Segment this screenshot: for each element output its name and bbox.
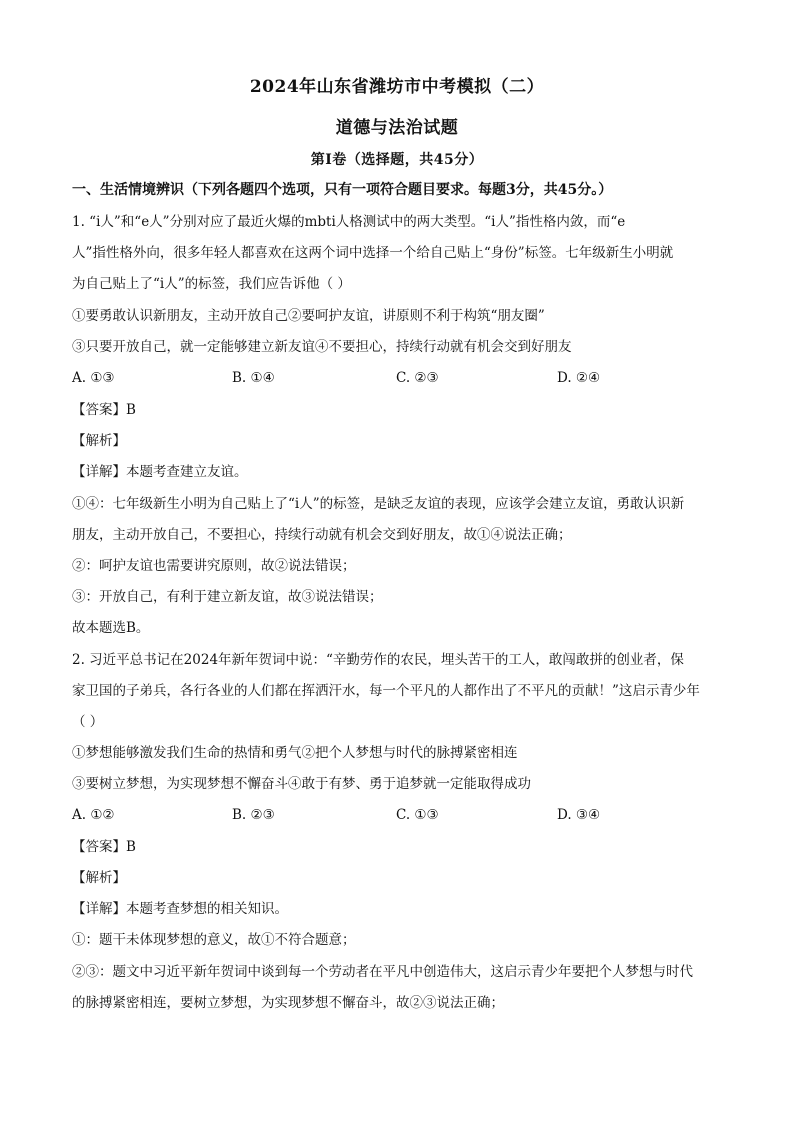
q2-analysis-label: 【解析】 — [72, 870, 126, 886]
q1-stem-line-2: 人”指性格外向，很多年轻人都喜欢在这两个词中选择一个给自己贴上“身份”标签。七年级新生小明就 — [72, 245, 674, 261]
q2-stem-line-1: 2. 习近平总书记在2024年新年贺词中说：“辛勤劳作的农民，埋头苦干的工人，敢闯敢拼的创业者，保 — [72, 652, 684, 668]
q2-option-b: B. ②③ — [232, 807, 275, 823]
q1-explanation-line-2: 朋友，主动开放自己，不要担心，持续行动就有机会交到好朋友，故①④说法正确； — [72, 527, 572, 543]
q1-option-d: D. ②④ — [557, 370, 601, 386]
q2-stem-line-2: 家卫国的子弟兵，各行各业的人们都在挥洒汗水，每一个平凡的人都作出了不平凡的贡献！”这启示青少年 — [72, 683, 700, 699]
exam-title: 2024年山东省潍坊市中考模拟（二） — [249, 77, 545, 97]
q1-option-b: B. ①④ — [232, 370, 275, 386]
q2-option-c: C. ①③ — [396, 807, 439, 823]
q2-explanation-line-2: 的脉搏紧密相连，要树立梦想，为实现梦想不懈奋斗，故②③说法正确； — [72, 995, 504, 1011]
q1-explanation-item-3: ③：开放自己，有利于建立新友谊，故③说法错误； — [72, 589, 383, 605]
q2-explanation-line-1: ②③：题文中习近平新年贺词中谈到每一个劳动者在平凡中创造伟大，这启示青少年要把个人梦想与时代 — [72, 964, 693, 980]
q2-option-a: A. ①② — [72, 807, 115, 823]
q2-items-3-4: ③要树立梦想，为实现梦想不懈奋斗④敢于有梦、勇于追梦就一定能取得成功 — [72, 776, 531, 792]
q1-option-a: A. ①③ — [72, 370, 115, 386]
q1-detail: 【详解】本题考查建立友谊。 — [72, 464, 248, 480]
q2-items-1-2: ①梦想能够激发我们生命的热情和勇气②把个人梦想与时代的脉搏紧密相连 — [72, 745, 518, 761]
q1-conclusion: 故本题选B。 — [72, 620, 150, 636]
q2-stem-line-3: （ ） — [72, 714, 104, 730]
q1-explanation-item-2: ②：呵护友谊也需要讲究原则，故②说法错误； — [72, 558, 356, 574]
q2-option-d: D. ③④ — [557, 807, 601, 823]
q2-answer: 【答案】B — [72, 839, 136, 855]
q1-option-c: C. ②③ — [396, 370, 439, 386]
q1-answer: 【答案】B — [72, 402, 136, 418]
section-heading: 一、生活情境辨识（下列各题四个选项，只有一项符合题目要求。每题3分，共45分。） — [72, 182, 613, 198]
subject-title: 道德与法治试题 — [335, 118, 459, 138]
q1-items-3-4: ③只要开放自己，就一定能够建立新友谊④不要担心，持续行动就有机会交到好朋友 — [72, 339, 572, 355]
q1-explanation-line-1: ①④：七年级新生小明为自己贴上了“i人”的标签，是缺乏友谊的表现，应该学会建立友谊，勇敢认识新 — [72, 496, 685, 512]
q2-detail: 【详解】本题考查梦想的相关知识。 — [72, 901, 288, 917]
q1-stem-line-1: 1. “i人”和“e人”分别对应了最近火爆的mbti人格测试中的两大类型。“i人”指性格内敛，而“e — [72, 214, 626, 230]
volume-title: 第Ⅰ卷（选择题，共45分） — [310, 152, 484, 168]
q1-items-1-2: ①要勇敢认识新朋友，主动开放自己②要呵护友谊，讲原则不利于构筑“朋友圈” — [72, 308, 545, 324]
q1-analysis-label: 【解析】 — [72, 433, 126, 449]
q2-explanation-item-1: ①：题干未体现梦想的意义，故①不符合题意； — [72, 932, 356, 948]
q1-stem-line-3: 为自己贴上了“i人”的标签，我们应告诉他（ ） — [72, 276, 351, 292]
